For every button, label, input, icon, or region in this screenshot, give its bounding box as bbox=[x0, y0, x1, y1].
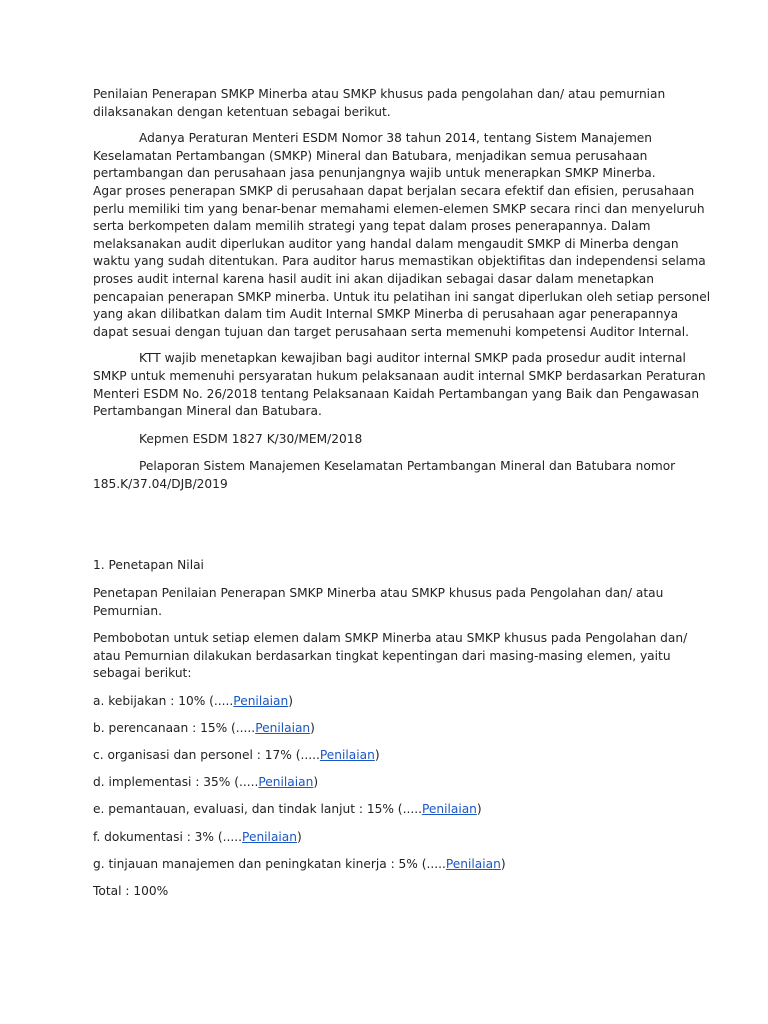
pelaporan-paragraph bbox=[93, 458, 678, 493]
item-label: e. pemantauan, evaluasi, dan tindak lanjut : 15% (..... bbox=[93, 802, 422, 817]
list-item-text bbox=[93, 747, 678, 765]
list-item-text bbox=[93, 693, 678, 711]
text-line: perlu memiliki tim yang benar-benar memahami elemen-elemen SMKP secara rinci dan menyeluruh bbox=[93, 201, 705, 216]
text-line: dapat sesuai dengan tujuan dan target perusahaan serta memenuhi kompetensi Auditor Internal. bbox=[93, 324, 690, 339]
item-close: ) bbox=[297, 829, 302, 844]
text-line: atau Pemurnian dilakukan berdasarkan tingkat kepentingan dari masing-masing elemen, yaitu bbox=[93, 648, 671, 663]
text-line: waktu yang sudah ditentukan. Para auditor harus memastikan objektifitas dan independensi selama bbox=[93, 254, 706, 269]
weight-list-item bbox=[93, 747, 678, 765]
text-line: Adanya Peraturan Menteri ESDM Nomor 38 tahun 2014, tentang Sistem Manajemen bbox=[139, 131, 653, 146]
text-line: 185.K/37.04/DJB/2019 bbox=[93, 476, 228, 491]
total-line bbox=[93, 883, 678, 901]
text-line: Kepmen ESDM 1827 K/30/MEM/2018 bbox=[139, 431, 363, 446]
text-line: Pembobotan untuk setiap elemen dalam SMKP Minerba atau SMKP khusus pada Pengolahan dan/ bbox=[93, 631, 688, 646]
kepmen-paragraph bbox=[93, 431, 678, 449]
weight-list-item bbox=[93, 801, 678, 819]
text-line: Keselamatan Pertambangan (SMKP) Mineral dan Batubara, menjadikan semua perusahaan bbox=[93, 148, 648, 163]
item-close: ) bbox=[310, 720, 315, 735]
item-label: a. kebijakan : 10% (..... bbox=[93, 693, 234, 708]
penilaian-link[interactable]: Penilaian bbox=[255, 720, 311, 735]
penilaian-link[interactable]: Penilaian bbox=[258, 775, 314, 790]
text-line: yang akan dilibatkan dalam tim Audit Internal SMKP Minerba di perusahaan agar penerapannya bbox=[93, 307, 679, 322]
text-line: pertambangan dan perusahaan jasa penunjangnya wajib untuk menerapkan SMKP Minerba. bbox=[93, 166, 656, 181]
weight-list-item bbox=[93, 829, 678, 847]
penilaian-link[interactable]: Penilaian bbox=[233, 693, 289, 708]
item-close: ) bbox=[500, 856, 506, 871]
text-line: Agar proses penerapan SMKP di perusahaan dapat berjalan secara efektif dan efisien, perusahaan bbox=[93, 183, 695, 198]
text-line: serta berkompeten dalam memilih strategi yang tepat dalam proses penerapannya. Dalam bbox=[93, 219, 651, 234]
text-line: Pelaporan Sistem Manajemen Keselamatan Pertambangan Mineral dan Batubara nomor bbox=[139, 459, 676, 474]
intro-paragraph bbox=[93, 86, 678, 121]
list-item-text bbox=[93, 801, 678, 819]
penilaian-link[interactable]: Penilaian bbox=[242, 829, 297, 844]
item-close: ) bbox=[313, 775, 319, 790]
ktt-paragraph bbox=[93, 350, 706, 420]
penilaian-link[interactable]: Penilaian bbox=[421, 802, 477, 817]
list-item-text bbox=[93, 856, 678, 874]
list-item-text bbox=[93, 720, 678, 738]
text-line: sebagai berikut: bbox=[93, 666, 192, 681]
section-heading bbox=[93, 557, 678, 575]
text-line: pencapaian penerapan SMKP minerba. Untuk itu pelatihan ini sangat diperlukan oleh setiap personel bbox=[93, 289, 711, 304]
total-text: Total : 100% bbox=[93, 883, 169, 898]
text-line: proses audit internal karena hasil audit ini akan dijadikan sebagai dasar dalam menetapkan bbox=[93, 271, 654, 286]
item-label: b. perencanaan : 15% (..... bbox=[93, 720, 256, 735]
text-line: Pertambangan Mineral dan Batubara. bbox=[93, 404, 322, 419]
list-item-text bbox=[93, 774, 678, 792]
weight-list-item bbox=[93, 720, 678, 738]
list-item-text bbox=[93, 829, 678, 847]
item-close: ) bbox=[374, 748, 380, 762]
text-line: dilaksanakan dengan ketentuan sebagai berikut. bbox=[93, 104, 391, 119]
section-paragraph-b bbox=[93, 630, 688, 683]
item-label: g. tinjauan manajemen dan peningkatan kinerja : 5% (..... bbox=[93, 856, 446, 871]
item-close: ) bbox=[476, 802, 482, 817]
item-label: d. implementasi : 35% (..... bbox=[93, 775, 259, 790]
text-line: Pemurnian. bbox=[93, 603, 162, 618]
item-label: c. organisasi dan personel : 17% (..... bbox=[93, 748, 320, 762]
text-line: SMKP untuk memenuhi persyaratan hukum pelaksanaan audit internal SMKP berdasarkan Peraturan bbox=[93, 368, 706, 383]
penilaian-link[interactable]: Penilaian bbox=[445, 856, 501, 871]
weight-list-item bbox=[93, 774, 678, 792]
section-paragraph-a bbox=[93, 585, 678, 620]
background-paragraph bbox=[93, 130, 711, 341]
penilaian-link[interactable]: Penilaian bbox=[319, 748, 375, 762]
text-line: melaksanakan audit diperlukan auditor yang handal dalam mengaudit SMKP di Minerba dengan bbox=[93, 236, 679, 251]
text-line: KTT wajib menetapkan kewajiban bagi auditor internal SMKP pada prosedur audit internal bbox=[139, 351, 686, 366]
item-close: ) bbox=[288, 693, 294, 708]
text-line: Penilaian Penerapan SMKP Minerba atau SMKP khusus pada pengolahan dan/ atau pemurnian bbox=[93, 87, 666, 101]
weight-list-item bbox=[93, 693, 678, 711]
document-body bbox=[93, 86, 711, 901]
text-line: Menteri ESDM No. 26/2018 tentang Pelaksanaan Kaidah Pertambangan yang Baik dan Pengawasan bbox=[93, 386, 700, 401]
text-line: Penetapan Penilaian Penerapan SMKP Minerba atau SMKP khusus pada Pengolahan dan/ atau bbox=[93, 586, 664, 601]
item-label: f. dokumentasi : 3% (..... bbox=[93, 829, 243, 844]
weight-list-item bbox=[93, 856, 678, 874]
section-title: 1. Penetapan Nilai bbox=[93, 558, 204, 573]
